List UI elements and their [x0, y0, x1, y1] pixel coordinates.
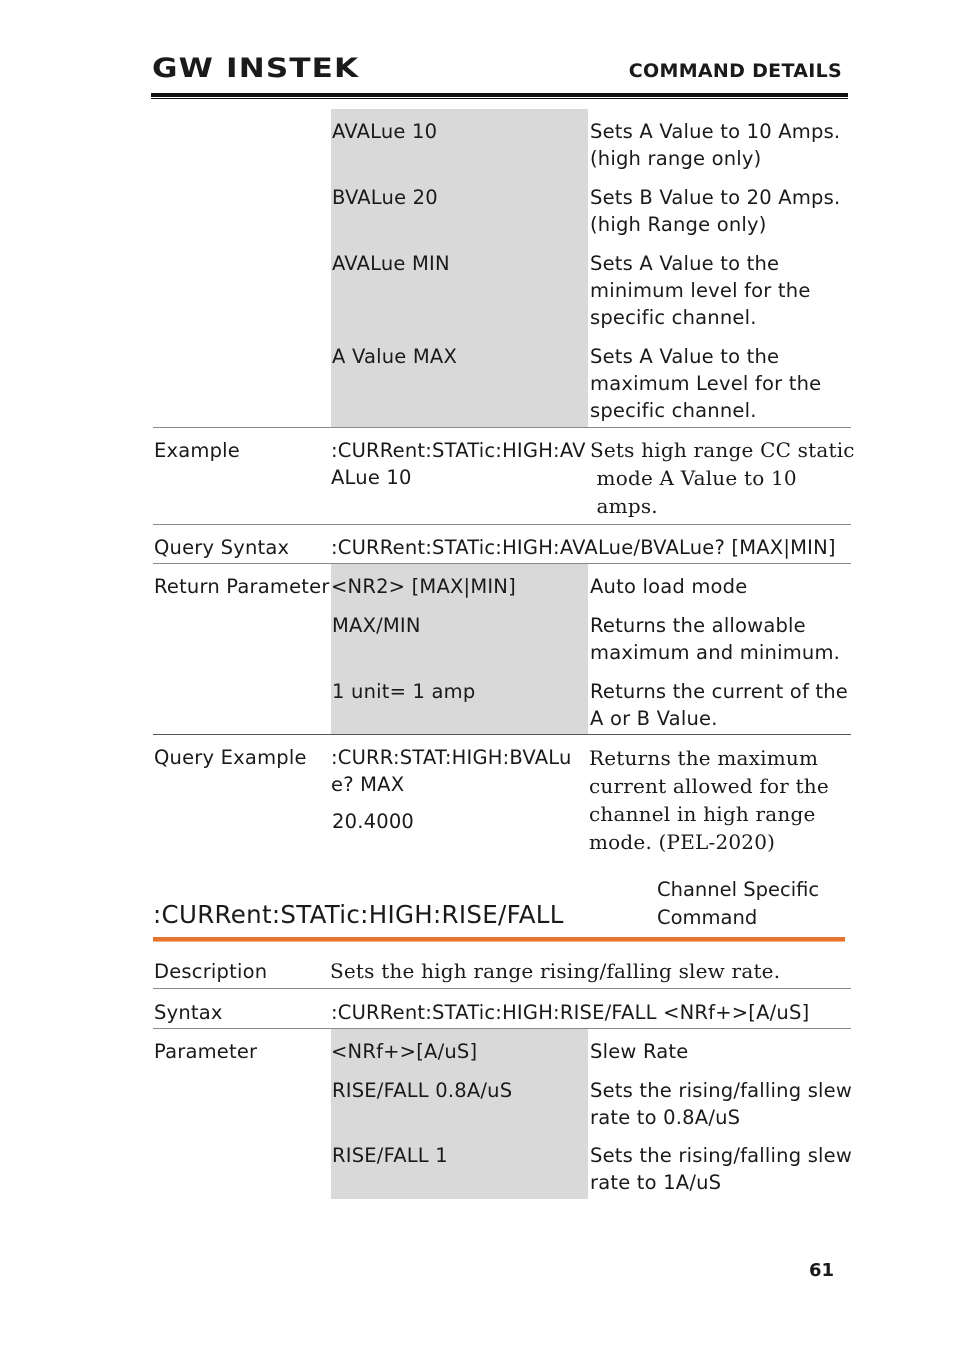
- parameter-value: <NRf+>[A/uS]: [331, 1040, 478, 1063]
- divider: [153, 988, 851, 989]
- section-rule-light: [153, 941, 845, 942]
- syntax-label: Syntax: [154, 1001, 223, 1024]
- divider: [153, 734, 851, 735]
- param-value: AVALue MIN: [332, 252, 450, 275]
- param-desc: Sets A Value to the maximum Level for the specific channel.: [590, 345, 822, 422]
- parameter-label: Parameter: [154, 1040, 258, 1063]
- param-desc: Sets A Value to the minimum level for the specific channel.: [590, 252, 811, 329]
- parameter-value: RISE/FALL 0.8A/uS: [332, 1079, 513, 1102]
- return-desc: Returns the current of the A or B Value.: [590, 680, 849, 730]
- return-value: 1 unit= 1 amp: [332, 680, 476, 703]
- syntax-value: :CURRent:STATic:HIGH:RISE/FALL <NRf+>[A/uS]: [331, 1001, 810, 1024]
- parameter-desc: Slew Rate: [590, 1040, 689, 1063]
- example-label: Example: [154, 439, 240, 462]
- description-text: Sets the high range rising/falling slew rate.: [330, 959, 781, 983]
- header-rule: [151, 93, 848, 97]
- return-value: MAX/MIN: [332, 614, 421, 637]
- section-header: COMMAND DETAILS: [628, 60, 842, 82]
- return-desc: Auto load mode: [590, 575, 748, 598]
- parameter-desc: Sets the rising/falling slew rate to 0.8A/uS: [590, 1079, 853, 1129]
- query-example-desc: Returns the maximum current allowed for the channel in high range mode. (PEL-2020): [589, 746, 829, 854]
- example-desc: Sets high range CC static mode A Value to 10 amps.: [590, 438, 855, 518]
- parameter-value: RISE/FALL 1: [332, 1144, 448, 1167]
- return-parameter-label: Return Parameter: [154, 575, 330, 598]
- query-example-command: :CURR:STAT:HIGH:BVALu e? MAX: [331, 746, 572, 796]
- return-desc: Returns the allowable maximum and minimum.: [590, 614, 841, 664]
- param-desc: Sets A Value to 10 Amps. (high range only): [590, 120, 841, 170]
- param-desc: Sets B Value to 20 Amps. (high Range only): [590, 186, 841, 236]
- query-example-response: 20.4000: [332, 810, 415, 833]
- section-title: :CURRent:STATic:HIGH:RISE/FALL: [153, 900, 564, 929]
- param-value: AVALue 10: [332, 120, 438, 143]
- page-number: 61: [808, 1260, 834, 1281]
- divider: [153, 524, 851, 525]
- brand-logo: GW INSTEK: [152, 53, 360, 84]
- section-scope: Channel Specific Command: [657, 878, 820, 929]
- query-syntax-value: :CURRent:STATic:HIGH:AVALue/BVALue? [MAX|MIN]: [331, 536, 836, 559]
- header-rule-thin: [151, 98, 848, 99]
- query-syntax-label: Query Syntax: [154, 536, 290, 559]
- param-value: A Value MAX: [332, 345, 458, 368]
- example-command: :CURRent:STATic:HIGH:AV ALue 10: [331, 439, 586, 489]
- divider: [153, 427, 851, 428]
- param-value: BVALue 20: [332, 186, 438, 209]
- return-value: <NR2> [MAX|MIN]: [331, 575, 516, 598]
- parameter-desc: Sets the rising/falling slew rate to 1A/uS: [590, 1144, 853, 1194]
- description-label: Description: [154, 960, 268, 983]
- query-example-label: Query Example: [154, 746, 307, 769]
